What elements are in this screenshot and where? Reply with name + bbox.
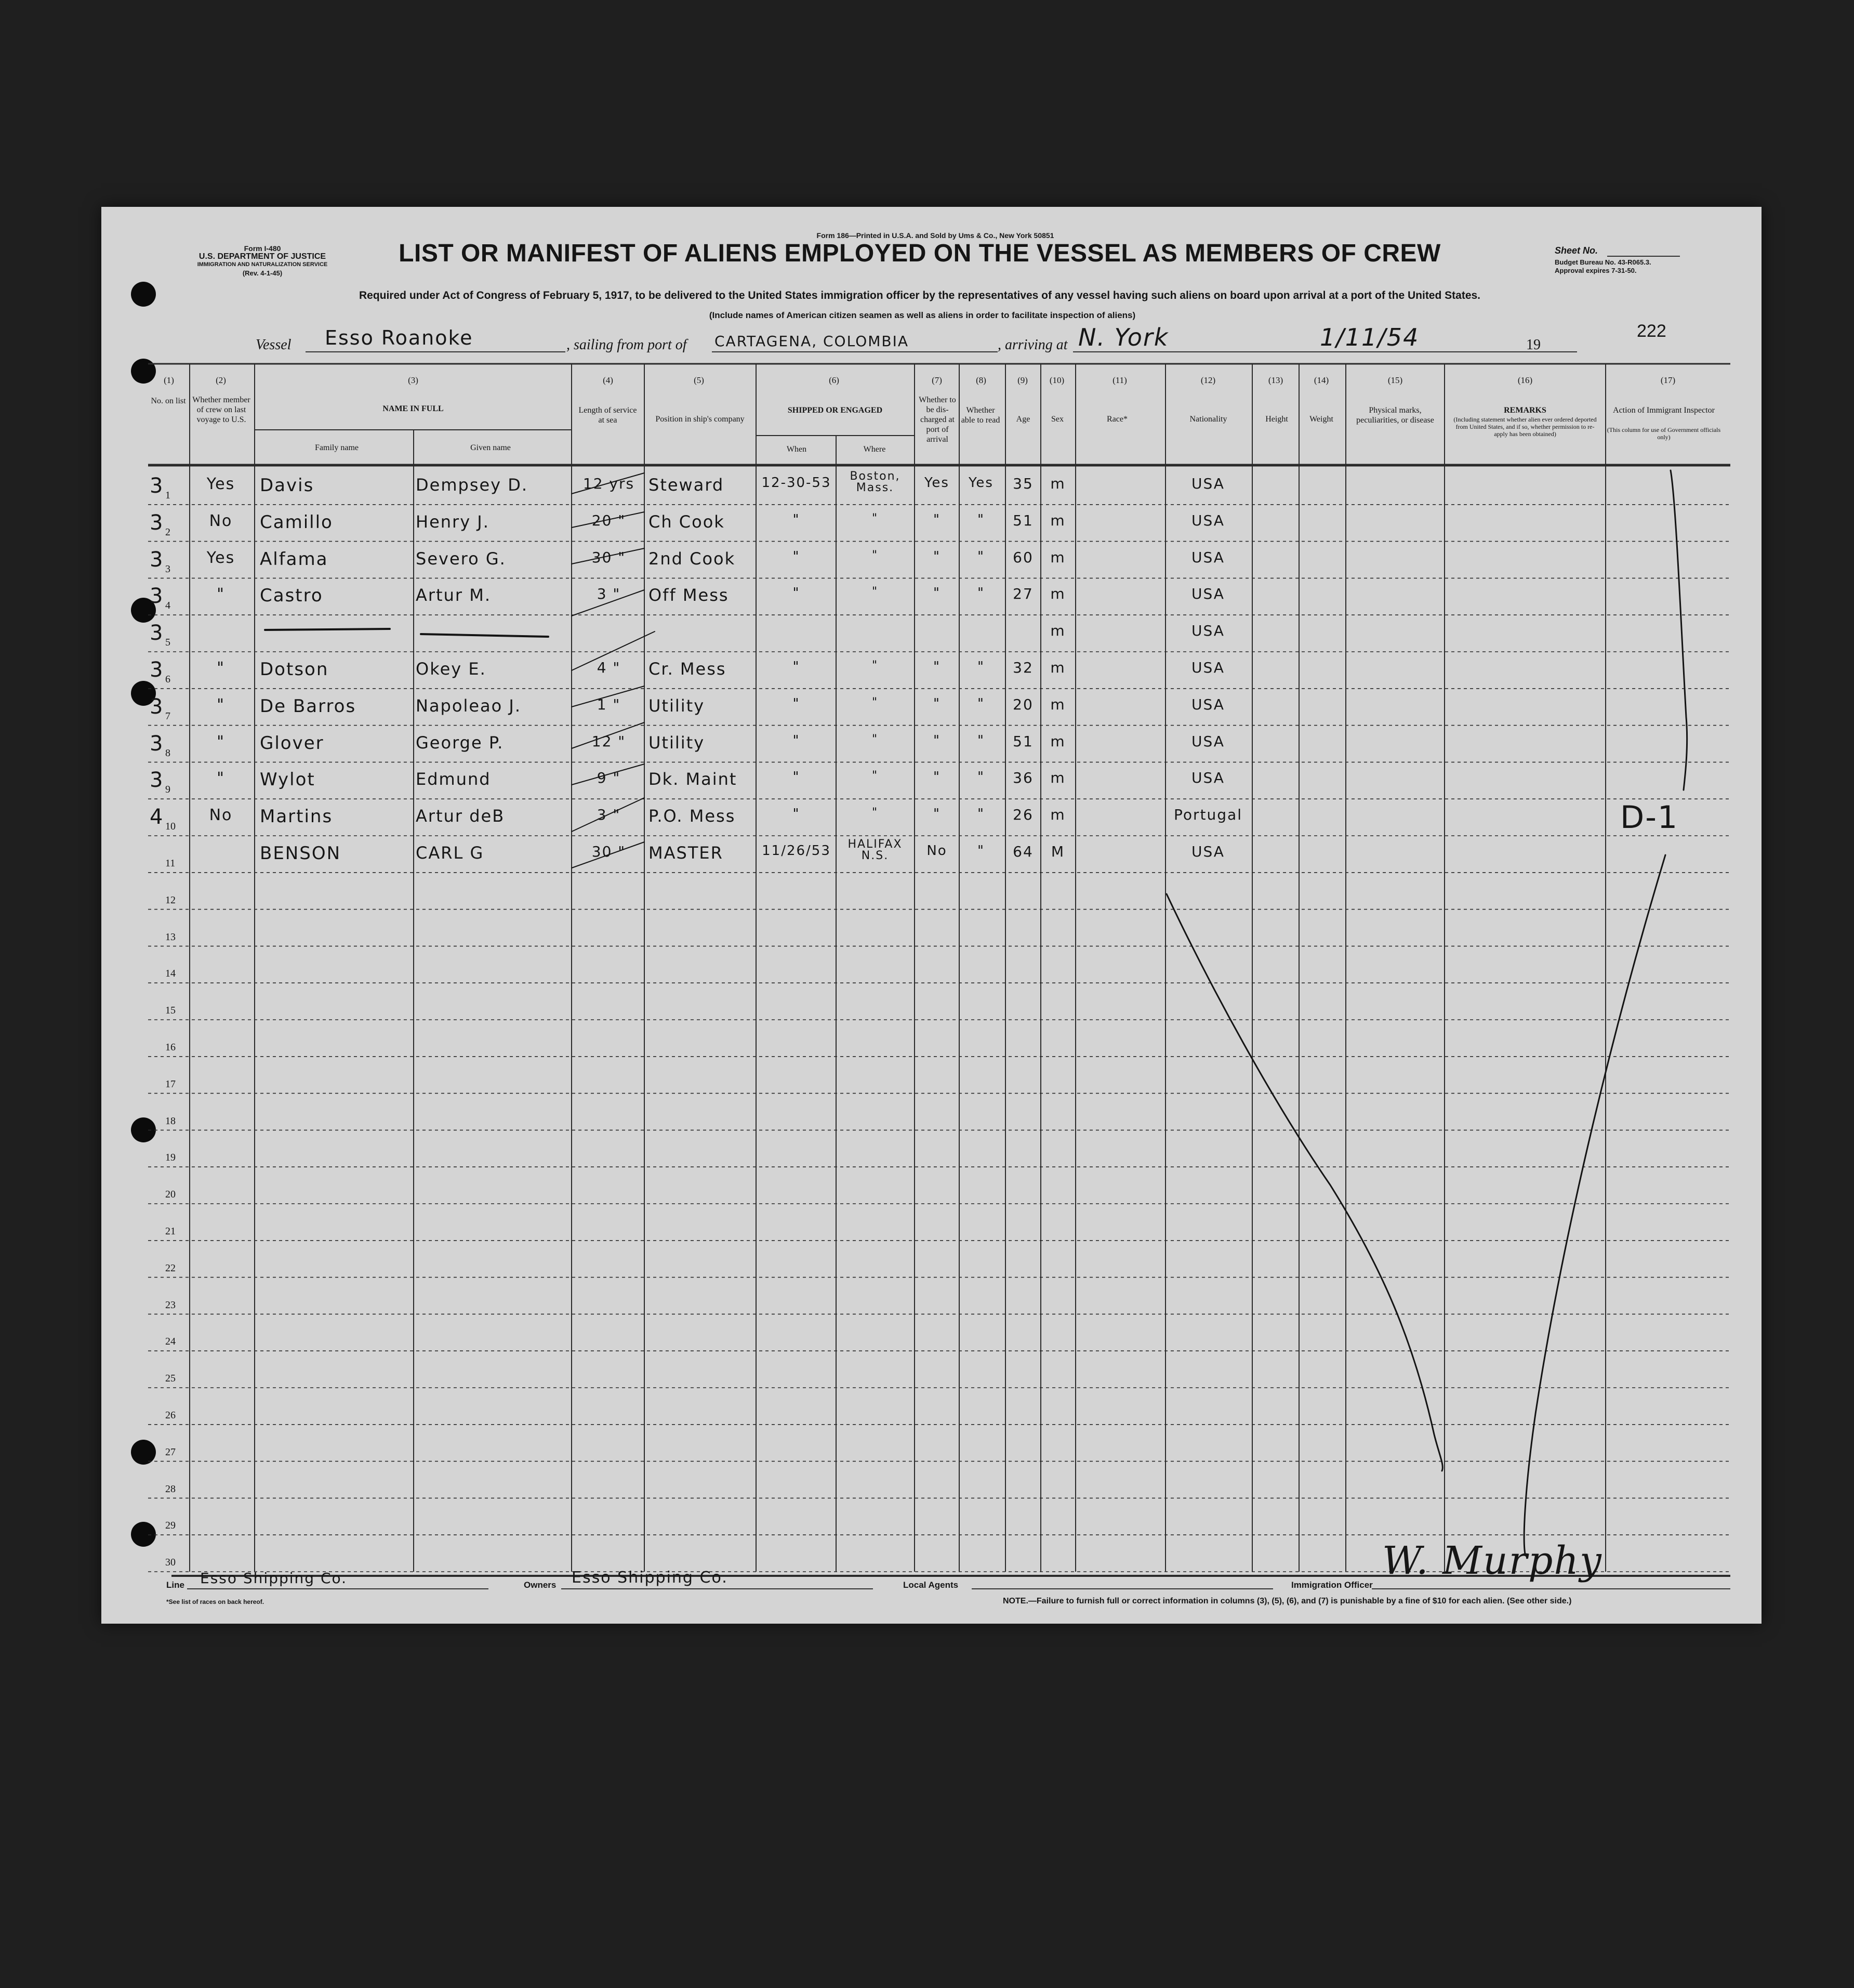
able-read-cell: " <box>977 843 985 859</box>
col-age: Age <box>1016 415 1030 424</box>
action-mark: D-1 <box>1620 799 1679 836</box>
vessel-label: Vessel <box>256 337 292 353</box>
shipped-where-cell: " <box>871 548 879 562</box>
arriving-label: , arriving at <box>998 337 1068 353</box>
given-name-cell: Artur deB <box>416 806 505 826</box>
row-number: 25 <box>165 1373 176 1385</box>
row-number: 28 <box>165 1483 176 1495</box>
given-name-cell: Henry J. <box>416 511 489 532</box>
nationality-cell: USA <box>1191 695 1225 713</box>
row-number: 2 <box>165 526 170 538</box>
budget-bureau: Budget Bureau No. 43-R065.3. <box>1555 258 1651 266</box>
sailing-label: , sailing from port of <box>566 337 687 353</box>
age-cell: 64 <box>1013 843 1034 860</box>
tally-mark: 3 <box>150 474 164 498</box>
include-note: (Include names of American citizen seamen as well as aliens in order to facilitate inspection of aliens) <box>709 310 1136 320</box>
discharge-cell: No <box>926 843 947 859</box>
position-cell: Utility <box>648 732 705 753</box>
discharge-cell: " <box>933 511 941 528</box>
shipped-when-cell: 12-30-53 <box>761 475 831 491</box>
sheet-no-line <box>1607 256 1680 257</box>
shipped-when-cell: " <box>792 732 800 748</box>
given-name-cell: Severo G. <box>416 548 506 569</box>
service-length-cell: 3 " <box>597 806 621 824</box>
row-number: 3 <box>165 563 170 575</box>
owners-value: Esso Shipping Co. <box>572 1569 728 1587</box>
able-read-cell: " <box>977 769 985 785</box>
port-underline <box>712 351 998 352</box>
last-voyage-cell: Yes <box>206 548 235 567</box>
family-name-cell: Dotson <box>260 659 329 680</box>
col-action-note: (This column for use of Government officials only) <box>1607 426 1721 441</box>
last-voyage-cell: " <box>217 695 225 714</box>
tally-mark: 3 <box>150 510 164 535</box>
family-name-cell: Davis <box>260 475 314 496</box>
position-cell: P.O. Mess <box>648 806 736 826</box>
column-number: (5) <box>694 375 704 385</box>
fine-note: NOTE.—Failure to furnish full or correct information in columns (3), (5), (6), and (7) is punishable by a fine of $10 for each alien. (See other side.) <box>1003 1597 1572 1605</box>
nationality-cell: USA <box>1191 659 1225 676</box>
officer-label: Immigration Officer <box>1291 1580 1373 1590</box>
row-number: 18 <box>165 1115 176 1127</box>
tally-mark: 3 <box>150 547 164 572</box>
col-discharged: Whether to be dis-charged at port of arrival <box>919 396 956 444</box>
approval-expires: Approval expires 7-31-50. <box>1555 267 1637 274</box>
col-shipped: SHIPPED OR ENGAGED <box>787 406 883 415</box>
column-number: (16) <box>1517 375 1533 385</box>
last-voyage-cell: " <box>217 769 225 788</box>
row-number: 15 <box>165 1005 176 1017</box>
col-length-service: Length of service at sea <box>578 406 637 425</box>
bracket-curve-right <box>1524 855 1665 1554</box>
shipped-where-cell: " <box>871 732 879 746</box>
age-cell: 51 <box>1013 511 1034 529</box>
position-cell: 2nd Cook <box>648 548 736 569</box>
sex-cell: m <box>1050 548 1066 566</box>
able-read-cell: " <box>977 585 985 601</box>
shipped-when-cell: " <box>792 806 800 822</box>
sex-cell: m <box>1050 475 1066 492</box>
shipped-where-cell: " <box>871 659 879 672</box>
row-number: 26 <box>165 1410 176 1421</box>
position-cell: Utility <box>648 695 705 716</box>
page-title: LIST OR MANIFEST OF ALIENS EMPLOYED ON THE VESSEL AS MEMBERS OF CREW <box>399 240 1441 267</box>
family-name-cell: Alfama <box>260 548 328 570</box>
last-voyage-cell: " <box>217 659 225 677</box>
sex-cell: M <box>1051 843 1065 860</box>
position-cell: Steward <box>648 475 724 495</box>
shipped-when-cell: " <box>792 511 800 528</box>
col-name-in-full: NAME IN FULL <box>382 404 444 413</box>
col-height: Height <box>1265 415 1288 424</box>
tally-mark: 3 <box>150 694 164 719</box>
family-name-cell: Glover <box>260 732 324 754</box>
column-number: (15) <box>1387 375 1403 385</box>
age-cell: 51 <box>1013 732 1034 750</box>
column-number: (10) <box>1049 375 1065 385</box>
given-name-cell: Artur M. <box>416 585 491 605</box>
sex-cell: m <box>1050 511 1066 529</box>
row-number: 1 <box>165 490 170 501</box>
col-where: Where <box>863 445 886 454</box>
discharge-cell: " <box>933 732 941 748</box>
bracket-curve-left <box>1167 894 1442 1471</box>
discharge-cell: Yes <box>924 475 949 491</box>
age-cell: 20 <box>1013 695 1034 713</box>
arrival-date: 1/11/54 <box>1320 323 1420 351</box>
row-number: 22 <box>165 1262 176 1274</box>
dept-name: U.S. DEPARTMENT OF JUSTICE <box>198 252 326 261</box>
sex-cell: m <box>1050 585 1066 603</box>
line-underline <box>187 1588 488 1589</box>
col-given-name: Given name <box>470 443 511 452</box>
row-number: 14 <box>165 968 176 980</box>
row-number: 16 <box>165 1042 176 1053</box>
col-sex: Sex <box>1051 415 1064 424</box>
row-number: 23 <box>165 1299 176 1311</box>
row-number: 27 <box>165 1446 176 1458</box>
shipped-when-cell: " <box>792 769 800 785</box>
line-value: Esso Shipping Co. <box>200 1570 348 1587</box>
col-nationality: Nationality <box>1189 415 1227 424</box>
age-cell: 27 <box>1013 585 1034 603</box>
agents-underline <box>972 1588 1273 1589</box>
last-voyage-cell: Yes <box>206 475 235 493</box>
officer-underline <box>1372 1588 1730 1589</box>
col-action: Action of Immigrant Inspector <box>1613 406 1715 415</box>
column-number: (3) <box>408 375 418 385</box>
family-name-cell: Wylot <box>260 769 315 791</box>
discharge-cell: " <box>933 806 941 822</box>
service-length-cell: 30 " <box>591 548 626 566</box>
shipped-when-cell: " <box>792 548 800 564</box>
column-number: (2) <box>216 375 226 385</box>
position-cell: Dk. Maint <box>648 769 737 789</box>
sex-cell: m <box>1050 769 1066 787</box>
row-number: 19 <box>165 1152 176 1164</box>
line-label: Line <box>166 1580 184 1590</box>
able-read-cell: " <box>977 695 985 712</box>
tally-mark: 4 <box>150 805 164 830</box>
row-number: 11 <box>165 858 176 869</box>
family-name-cell: Camillo <box>260 511 333 533</box>
nationality-cell: USA <box>1191 548 1225 566</box>
age-cell: 60 <box>1013 548 1034 566</box>
able-read-cell: Yes <box>969 475 994 491</box>
col-remarks-note: (Including statement whether alien ever ordered deported from United States, and if so, whether permission to re-apply has been obtained) <box>1453 416 1597 438</box>
col-family-name: Family name <box>315 443 359 452</box>
family-name-cell: Martins <box>260 806 333 827</box>
officer-signature: W. Murphy <box>1382 1538 1603 1583</box>
discharge-cell: " <box>933 695 941 712</box>
shipped-where-cell: " <box>871 585 879 599</box>
column-number: (6) <box>829 375 839 385</box>
service-length-cell: 1 " <box>597 695 621 713</box>
col-remarks: REMARKS <box>1504 406 1546 415</box>
nationality-cell: USA <box>1191 843 1225 860</box>
row-number: 30 <box>165 1557 176 1569</box>
service-length-cell: 4 " <box>597 659 621 676</box>
service-length-cell: 30 " <box>591 843 626 860</box>
column-number: (17) <box>1660 375 1676 385</box>
owners-label: Owners <box>524 1580 557 1590</box>
nationality-cell: USA <box>1191 585 1225 603</box>
last-voyage-cell: No <box>209 806 233 825</box>
sex-cell: m <box>1050 732 1066 750</box>
able-read-cell: " <box>977 548 985 564</box>
blank-dash <box>421 634 548 637</box>
column-number: (7) <box>932 375 942 385</box>
row-number: 17 <box>165 1078 176 1090</box>
age-cell: 36 <box>1013 769 1034 787</box>
shipped-where-cell: " <box>871 806 879 820</box>
given-name-cell: Dempsey D. <box>416 475 528 495</box>
row-number: 6 <box>165 674 170 685</box>
subtitle: Required under Act of Congress of February 5, 1917, to be delivered to the United States immigration officer by the representatives of any vessel having such aliens on board upon arrival at a port of the United States. <box>359 289 1481 301</box>
given-name-cell: Okey E. <box>416 659 486 679</box>
col-no-on-list: No. on list <box>151 397 186 405</box>
owners-underline <box>561 1588 873 1589</box>
column-number: (9) <box>1017 375 1028 385</box>
service-length-cell: 9 " <box>597 769 621 787</box>
able-read-cell: " <box>977 511 985 528</box>
nationality-cell: USA <box>1191 732 1225 750</box>
row-number: 13 <box>165 931 176 943</box>
row-number: 20 <box>165 1189 176 1201</box>
row-number: 5 <box>165 637 170 649</box>
tally-mark: 3 <box>150 584 164 609</box>
nationality-cell: USA <box>1191 622 1225 640</box>
nationality-cell: USA <box>1191 475 1225 492</box>
row-number: 7 <box>165 710 170 722</box>
shipped-where-cell: " <box>871 695 879 709</box>
able-read-cell: " <box>977 732 985 748</box>
column-number: (12) <box>1200 375 1216 385</box>
family-name-cell: De Barros <box>260 695 356 717</box>
col-position: Position in ship's company <box>655 415 745 424</box>
age-cell: 35 <box>1013 475 1034 492</box>
year-label: 19 <box>1526 337 1541 353</box>
col-weight: Weight <box>1309 415 1333 424</box>
row-number: 24 <box>165 1336 176 1348</box>
last-voyage-cell: " <box>217 585 225 604</box>
discharge-cell: " <box>933 769 941 785</box>
sex-cell: m <box>1050 695 1066 713</box>
sailing-port: CARTAGENA, COLOMBIA <box>714 333 909 350</box>
service-length-cell: 12 " <box>591 732 626 750</box>
service-name: IMMIGRATION AND NATURALIZATION SERVICE <box>197 261 328 268</box>
shipped-when-cell: 11/26/53 <box>762 843 831 859</box>
vessel-underline <box>306 351 565 352</box>
races-note: *See list of races on back hereof. <box>166 1598 264 1605</box>
arrival-port: N. York <box>1078 323 1169 351</box>
row-number: 4 <box>165 600 170 612</box>
able-read-cell: " <box>977 806 985 822</box>
nationality-cell: USA <box>1191 511 1225 529</box>
age-cell: 32 <box>1013 659 1034 676</box>
given-name-cell: Edmund <box>416 769 491 789</box>
col-physical: Physical marks, peculiarities, or disease <box>1356 406 1434 425</box>
column-number: (13) <box>1268 375 1283 385</box>
family-name-cell: BENSON <box>260 843 341 864</box>
discharge-cell: " <box>933 659 941 675</box>
column-number: (4) <box>603 375 613 385</box>
sex-cell: m <box>1050 622 1066 640</box>
row-number: 21 <box>165 1226 176 1237</box>
tally-mark: 3 <box>150 658 164 682</box>
nationality-cell: USA <box>1191 769 1225 787</box>
shipped-where-cell: " <box>871 769 879 783</box>
shipped-when-cell: " <box>792 659 800 675</box>
row-number: 12 <box>165 894 176 906</box>
position-cell: MASTER <box>648 843 723 863</box>
service-length-cell: 3 " <box>597 585 621 603</box>
tally-mark: 3 <box>150 731 164 756</box>
shipped-where-cell: " <box>871 511 879 525</box>
bracket-top <box>1671 470 1687 790</box>
form-rev: (Rev. 4-1-45) <box>242 269 283 277</box>
page-number: 222 <box>1637 321 1666 341</box>
service-length-cell: 12 yrs <box>582 475 635 492</box>
last-voyage-cell: " <box>217 732 225 751</box>
position-cell: Ch Cook <box>648 511 725 532</box>
row-number: 10 <box>165 821 176 833</box>
able-read-cell: " <box>977 659 985 675</box>
column-number: (11) <box>1113 375 1127 385</box>
arrival-underline <box>1073 351 1577 352</box>
sex-cell: m <box>1050 659 1066 676</box>
age-cell: 26 <box>1013 806 1034 824</box>
nationality-cell: Portugal <box>1174 806 1242 824</box>
position-cell: Off Mess <box>648 585 729 605</box>
shipped-where-cell: Boston, Mass. <box>850 471 900 494</box>
form-id: Form I-480 <box>244 244 281 253</box>
blank-dash <box>265 629 390 630</box>
tally-mark: 3 <box>150 768 164 793</box>
sheet-no-label: Sheet No. <box>1555 245 1598 256</box>
given-name-cell: CARL G <box>416 843 484 863</box>
shipped-when-cell: " <box>792 585 800 601</box>
given-name-cell: Napoleao J. <box>416 695 521 716</box>
column-number: (1) <box>164 375 174 385</box>
family-name-cell: Castro <box>260 585 323 607</box>
given-name-cell: George P. <box>416 732 504 753</box>
col-last-voyage: Whether member of crew on last voyage to U.S. <box>192 396 250 424</box>
discharge-cell: " <box>933 585 941 601</box>
shipped-when-cell: " <box>792 695 800 712</box>
column-number: (8) <box>976 375 986 385</box>
sex-cell: m <box>1050 806 1066 824</box>
col-when: When <box>786 445 807 454</box>
column-number: (14) <box>1314 375 1329 385</box>
col-race: Race* <box>1107 415 1128 424</box>
last-voyage-cell: No <box>209 511 233 530</box>
tally-mark: 3 <box>150 621 164 646</box>
printer-line: Form 186—Printed in U.S.A. and Sold by Ums & Co., New York 50851 <box>816 231 1054 240</box>
row-number: 9 <box>165 784 170 796</box>
position-cell: Cr. Mess <box>648 659 726 679</box>
service-length-cell: 20 " <box>591 511 626 529</box>
col-able-read: Whether able to read <box>961 406 1000 425</box>
row-number: 29 <box>165 1520 176 1532</box>
agents-label: Local Agents <box>903 1580 959 1590</box>
row-number: 8 <box>165 747 170 759</box>
vessel-name: Esso Roanoke <box>325 326 473 349</box>
discharge-cell: " <box>933 548 941 564</box>
shipped-where-cell: HALIFAX N.S. <box>847 839 903 862</box>
